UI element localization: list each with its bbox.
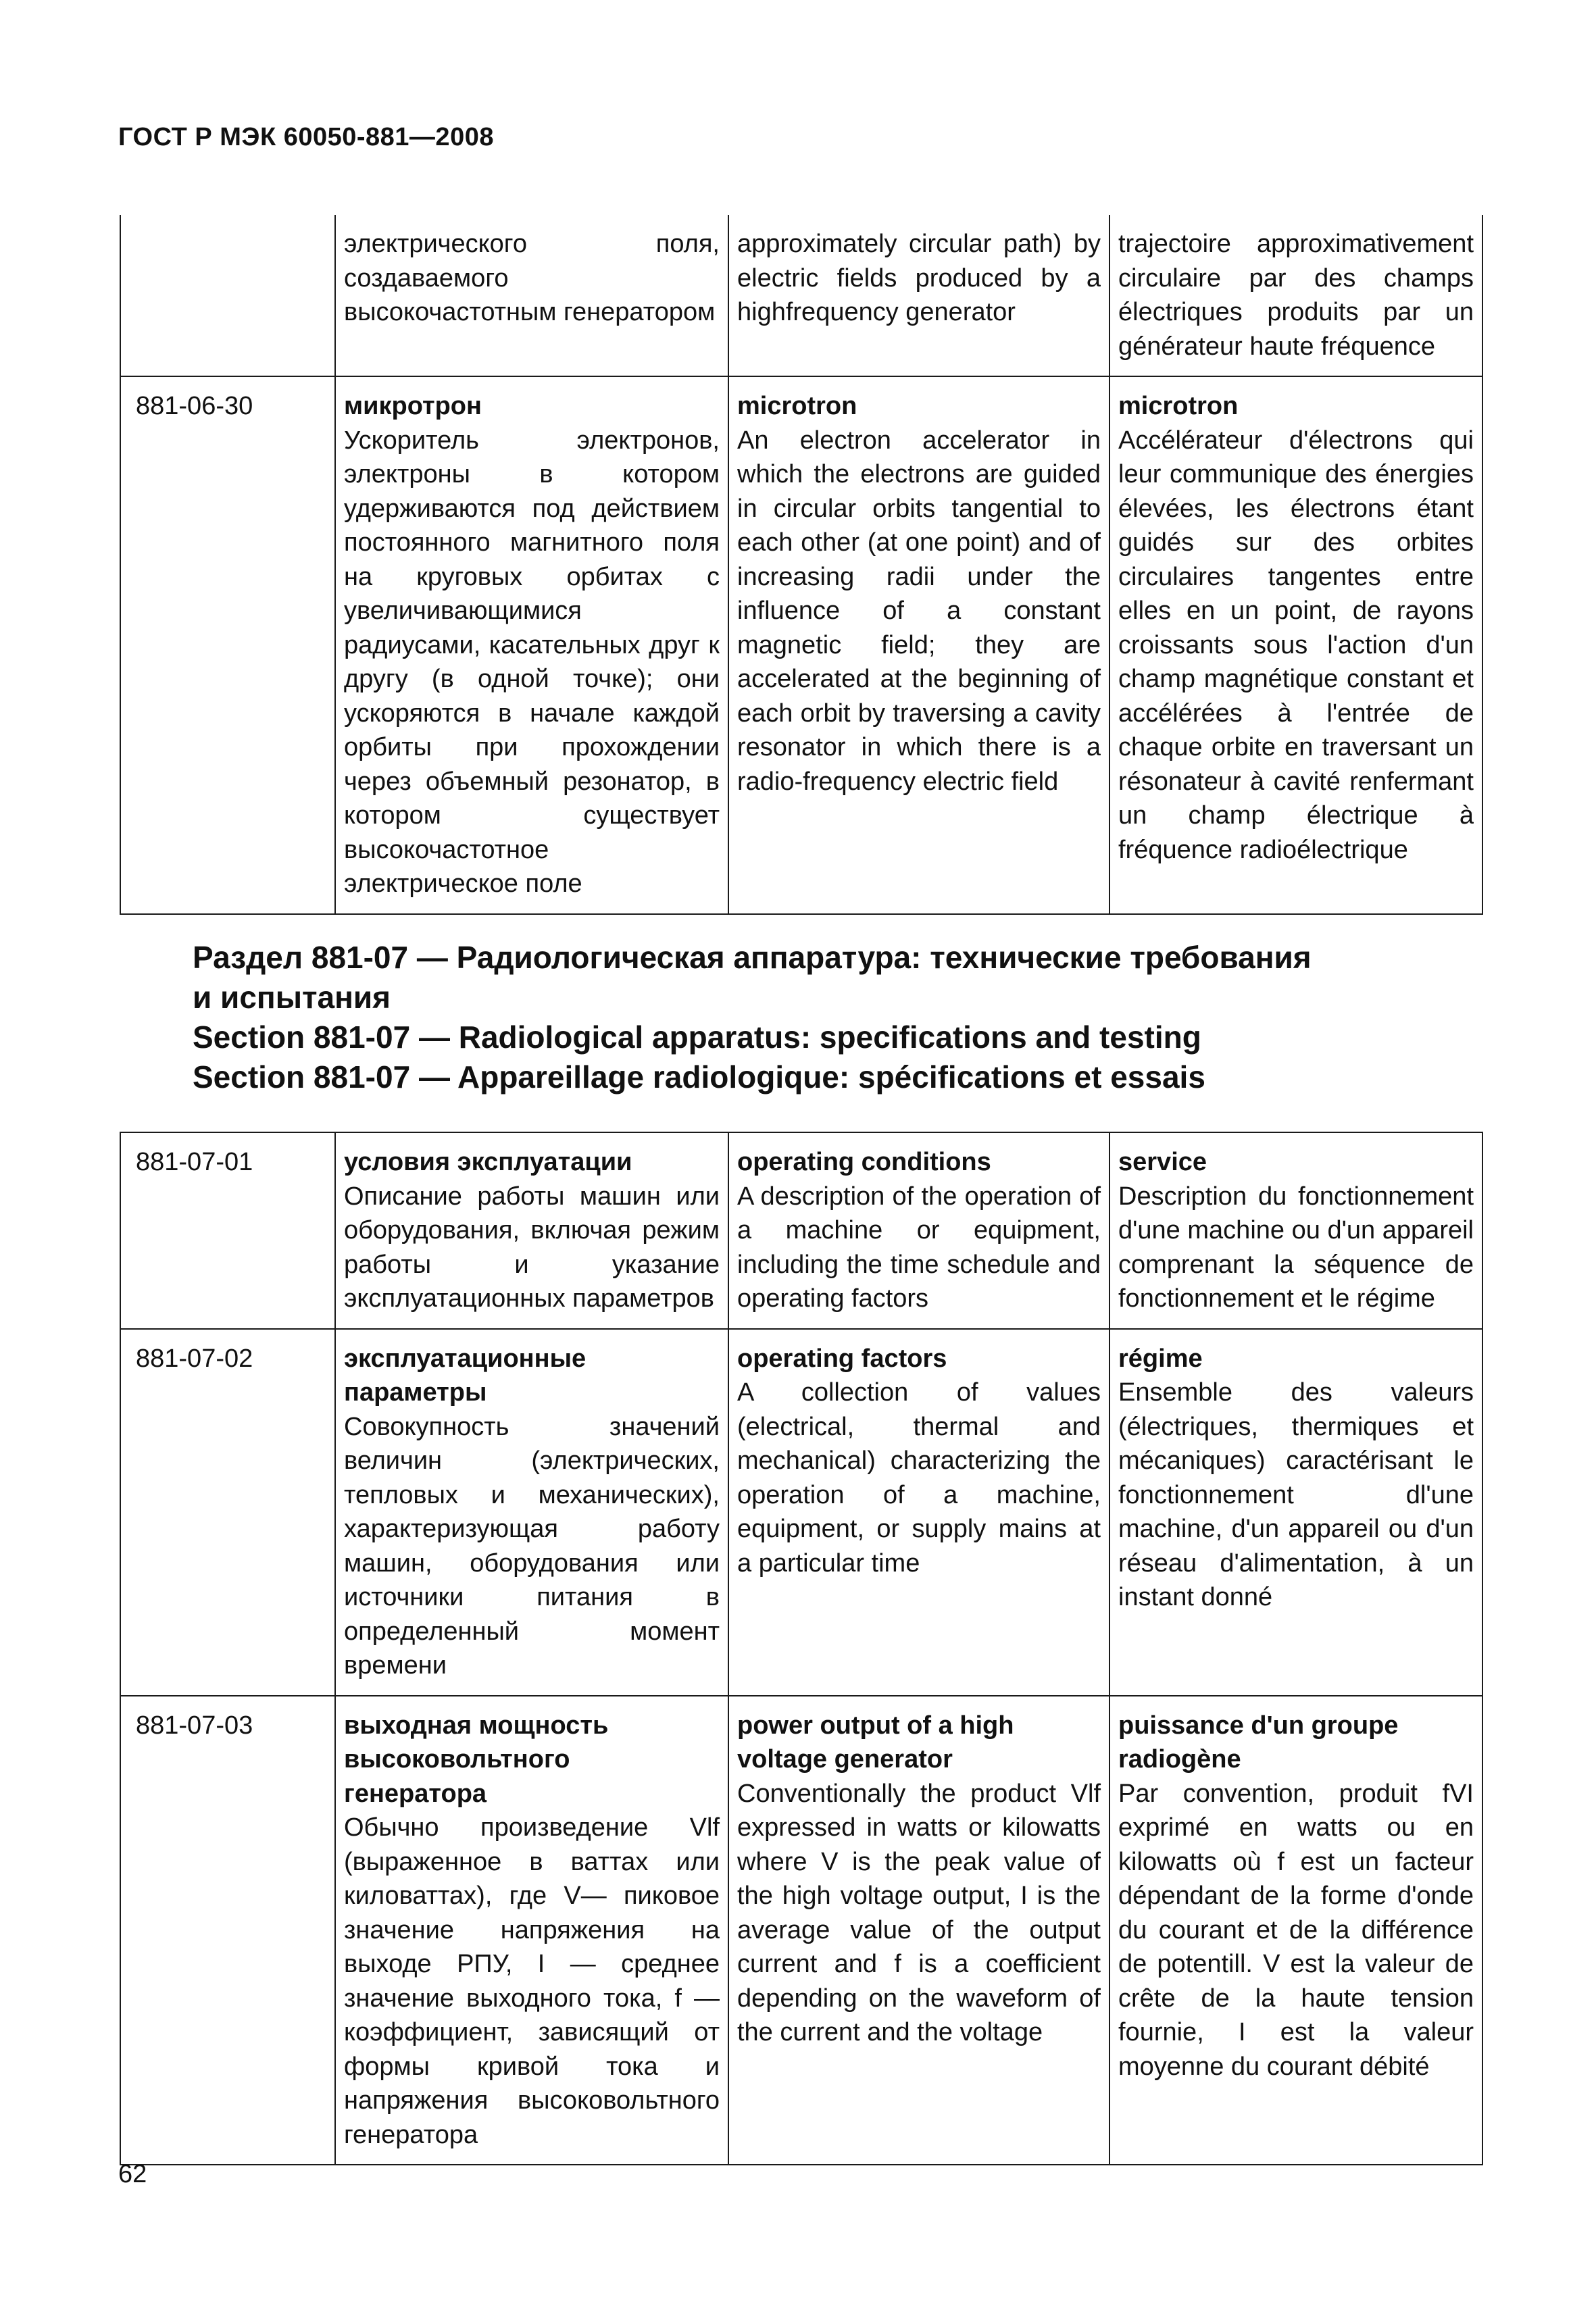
- fr-cell: [1109, 1329, 1482, 1696]
- en-cell: [728, 1329, 1109, 1696]
- section-terms-table: [120, 1132, 1483, 2165]
- continued-terms-table: [120, 215, 1483, 915]
- fr-term: puissance d'un groupe radiogène: [1118, 1711, 1399, 1774]
- ru-definition: Обычно произведение Vlf (выраженное в ваттах или киловаттах), где V— пиковое значение напряжения на выходе РПУ, I — среднее значение выходного тока, f — коэффициент, зависящий от формы кривой тока и напряжения высоковольтного генератора: [344, 1813, 720, 2149]
- section-title-ru-line2: и испытания: [193, 980, 391, 1015]
- ru-cell: [335, 215, 728, 376]
- ru-definition: электрического поля, создаваемого высокочастотным генератором: [344, 230, 720, 326]
- en-definition: An electron accelerator in which the electrons are guided in circular orbits tangential to each other (at one point) and of increasing radii under the influence of a constant magnetic field; they are accelerated at the beginning of each orbit by traversing a cavity resonator in which there is a radio-frequency electric field: [737, 426, 1101, 796]
- ru-definition: Совокупность значений величин (электрических, тепловых и механических), характеризующая работу машин, оборудования или источники питания в определенный момент времени: [344, 1412, 720, 1680]
- fr-cell: [1109, 376, 1482, 914]
- ru-term: условия эксплуатации: [344, 1148, 632, 1176]
- section-title-en: Section 881-07 — Radiological apparatus: specifications and testing: [193, 1020, 1201, 1055]
- section-title-fr: Section 881-07 — Appareillage radiologique: spécifications et essais: [193, 1059, 1205, 1095]
- en-definition: A description of the operation of a machine or equipment, including the time schedule and operating factors: [737, 1182, 1101, 1313]
- section-title-ru-line1: Раздел 881-07 — Радиологическая аппаратура: технические требования: [193, 940, 1312, 975]
- term-number: 881-07-01: [120, 1132, 335, 1329]
- fr-cell: [1109, 215, 1482, 376]
- fr-definition: Accélérateur d'électrons qui leur communique des énergies élevées, les électrons étant guidés sur des orbites circulaires tangentes entre elles en un point, de rayons croissants sous l'action d'un champ magnétique constant et accélérées à l'entrée de chaque orbite en traversant un résonateur à cavité renfermant un champ électrique à fréquence radioélectrique: [1118, 426, 1474, 864]
- term-number: 881-07-02: [120, 1329, 335, 1696]
- table-row: [120, 215, 1482, 376]
- fr-cell: [1109, 1132, 1482, 1329]
- fr-term: régime: [1118, 1344, 1203, 1373]
- en-cell: [728, 215, 1109, 376]
- ru-definition: Описание работы машин или оборудования, включая режим работы и указание эксплуатационных параметров: [344, 1182, 720, 1313]
- table-row: [120, 376, 1482, 914]
- fr-definition: Description du fonctionnement d'une machine ou d'un appareil comprenant la séquence de fonctionnement et le régime: [1118, 1182, 1474, 1313]
- en-term: operating conditions: [737, 1148, 991, 1176]
- ru-cell: [335, 1696, 728, 2165]
- en-cell: [728, 1696, 1109, 2165]
- table-row: [120, 1329, 1482, 1696]
- table-row: [120, 1696, 1482, 2165]
- fr-definition: Ensemble des valeurs (électriques, thermiques et mécaniques) caractérisant le fonctionnement dl'une machine, d'un appareil ou d'un réseau d'alimentation, à un instant donné: [1118, 1378, 1474, 1611]
- ru-cell: [335, 1132, 728, 1329]
- term-number: [120, 215, 335, 376]
- term-number: 881-07-03: [120, 1696, 335, 2165]
- en-term: microtron: [737, 392, 857, 420]
- section-heading: [193, 938, 1476, 1097]
- fr-term: service: [1118, 1148, 1207, 1176]
- fr-definition: trajectoire approximativement circulaire par des champs électriques produits par un générateur haute fréquence: [1118, 230, 1474, 361]
- en-term: operating factors: [737, 1344, 947, 1373]
- en-definition: A collection of values (electrical, thermal and mechanical) characterizing the operation of a machine, equipment, or supply mains at a particular time: [737, 1378, 1101, 1578]
- ru-term: микротрон: [344, 392, 482, 420]
- fr-term: microtron: [1118, 392, 1239, 420]
- ru-term: эксплуатационные параметры: [344, 1344, 587, 1407]
- fr-cell: [1109, 1696, 1482, 2165]
- en-definition: approximately circular path) by electric fields produced by a highfrequency generator: [737, 230, 1101, 326]
- ru-definition: Ускоритель электронов, электроны в котором удерживаются под действием постоянного магнитного поля на круговых орбитах с увеличивающимися радиусами, касательных друг к другу (в одной точке); они ускоряются в начале каждой орбиты при прохождении через объемный резонатор, в котором существует высокочастотное электрическое поле: [344, 426, 720, 898]
- en-cell: [728, 376, 1109, 914]
- en-term: power output of a high voltage generator: [737, 1711, 1014, 1774]
- ru-cell: [335, 1329, 728, 1696]
- en-cell: [728, 1132, 1109, 1329]
- page-number: 62: [118, 2160, 147, 2188]
- table-row: [120, 1132, 1482, 1329]
- fr-definition: Par convention, produit fVI exprimé en watts ou en kilowatts où f est un facteur dépendant de la forme d'onde du courant et de la différence de potentill. V est la valeur de crête de la haute tension fournie, I est la valeur moyenne du courant débité: [1118, 1779, 1474, 2081]
- ru-cell: [335, 376, 728, 914]
- en-definition: Conventionally the product Vlf expressed in watts or kilowatts where V is the peak value of the high voltage output, I is the average value of the output current and f is a coefficient depending on the waveform of the current and the voltage: [737, 1779, 1101, 2046]
- standard-header: ГОСТ Р МЭК 60050-881—2008: [118, 123, 494, 151]
- ru-term: выходная мощность высоковольтного генератора: [344, 1711, 609, 1808]
- term-number: 881-06-30: [120, 376, 335, 914]
